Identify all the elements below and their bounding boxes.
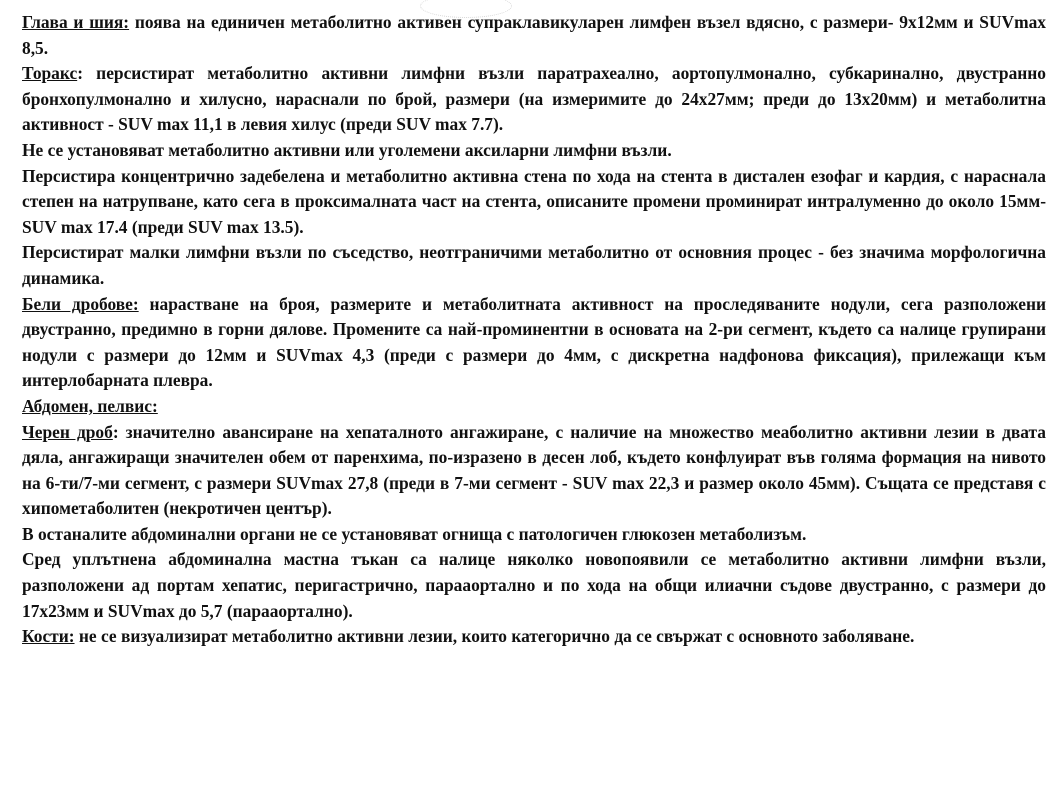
text-thorax: : персистират метаболитно активни лимфни възли паратрахеално, аортопулмонално, субкаринално, двустранно бронхопулмонално и хилусно, нараснали по брой, размери (на измеримите до 24х27мм; преди до 13х20мм) и метаболитна активност - SUV max 11,1 в левия хилус (преди SUV max 7.7). (22, 63, 1046, 135)
text-bones: не се визуализират метаболитно активни лезии, които категорично да се свържат с основното заболяване. (74, 626, 915, 647)
section-bones (22, 624, 1046, 650)
text-liver: : значително авансиране на хепаталното ангажиране, с наличие на множество меаболитно активни лезии в двата дяла, ангажиращи значителен обем от паренхима, по-изразено в десен лоб, където конфлуират във голяма формация на нивото на 6-ти/7-ми сегмент, с размери SUVmax 27,8 (преди в 7-ми сегмент - SUV max 22,3 и размер около 45мм). Същата се представя с хипометаболитен (некротичен център). (22, 421, 1046, 519)
section-thorax (22, 61, 1046, 138)
text-axillary: Не се установяват метаболитно активни или уголемени аксиларни лимфни възли. (22, 139, 672, 160)
text-head-neck: поява на единичен метаболитно активен супраклавикуларен лимфен възел вдясно, с размери- 9х12мм и SUVmax 8,5. (22, 12, 1046, 58)
section-lungs (22, 292, 1046, 394)
heading-abdomen-pelvis: Абдомен, пелвис: (22, 395, 158, 416)
paragraph-axillary (22, 138, 1046, 164)
section-abdomen-pelvis (22, 394, 1046, 420)
section-liver (22, 420, 1046, 522)
heading-thorax: Торакс (22, 63, 78, 84)
paragraph-other-organs (22, 522, 1046, 548)
heading-head-neck: Глава и шия: (22, 12, 130, 32)
heading-lungs: Бели дробове: (22, 293, 139, 314)
text-lungs: нарастване на броя, размерите и метаболитната активност на проследяваните нодули, сега разположени двустранно, предимно в горни дялове. Промените са най-проминентни в основата на 2-ри сегмент, където са налице групирани нодули с размери до 12мм и SUVmax 4,3 (преди с размери до 4мм, с дискретна надфонова фиксация), прилежащи към интерлобарната плевра. (22, 293, 1046, 391)
paragraph-esophagus (22, 164, 1046, 241)
section-head-neck (22, 10, 1046, 61)
report-findings-text (22, 10, 1046, 650)
heading-bones: Кости: (22, 626, 75, 647)
heading-liver: Черен дроб (22, 421, 113, 442)
paragraph-adjacent-nodes (22, 240, 1046, 291)
text-other-organs: В останалите абдоминални органи не се установяват огнища с патологичен глюкозен метаболизъм. (22, 523, 807, 544)
paragraph-abdominal-nodes (22, 547, 1046, 624)
text-esophagus: Персистира концентрично задебелена и метаболитно активна стена по хода на стента в дистален езофаг и кардия, с нараснала степен на натрупване, като сега в проксималната част на стента, описаните промени проминират интралуменно до около 15мм- SUV max 17.4 (преди SUV max 13.5). (22, 165, 1046, 237)
text-adjacent-nodes: Персистират малки лимфни възли по съседство, неотграничими метаболитно от основния процес - без значима морфологична динамика. (22, 242, 1046, 288)
text-abdominal-nodes: Сред уплътнена абдоминална мастна тъкан са налице няколко новопоявили се метаболитно активни лимфни възли, разположени ад портам хепатис, перигастрично, парааортално и по хода на общи илиачни съдове двустранно, с размери до 17х23мм и SUVmax до 5,7 (парааортално). (22, 549, 1046, 621)
